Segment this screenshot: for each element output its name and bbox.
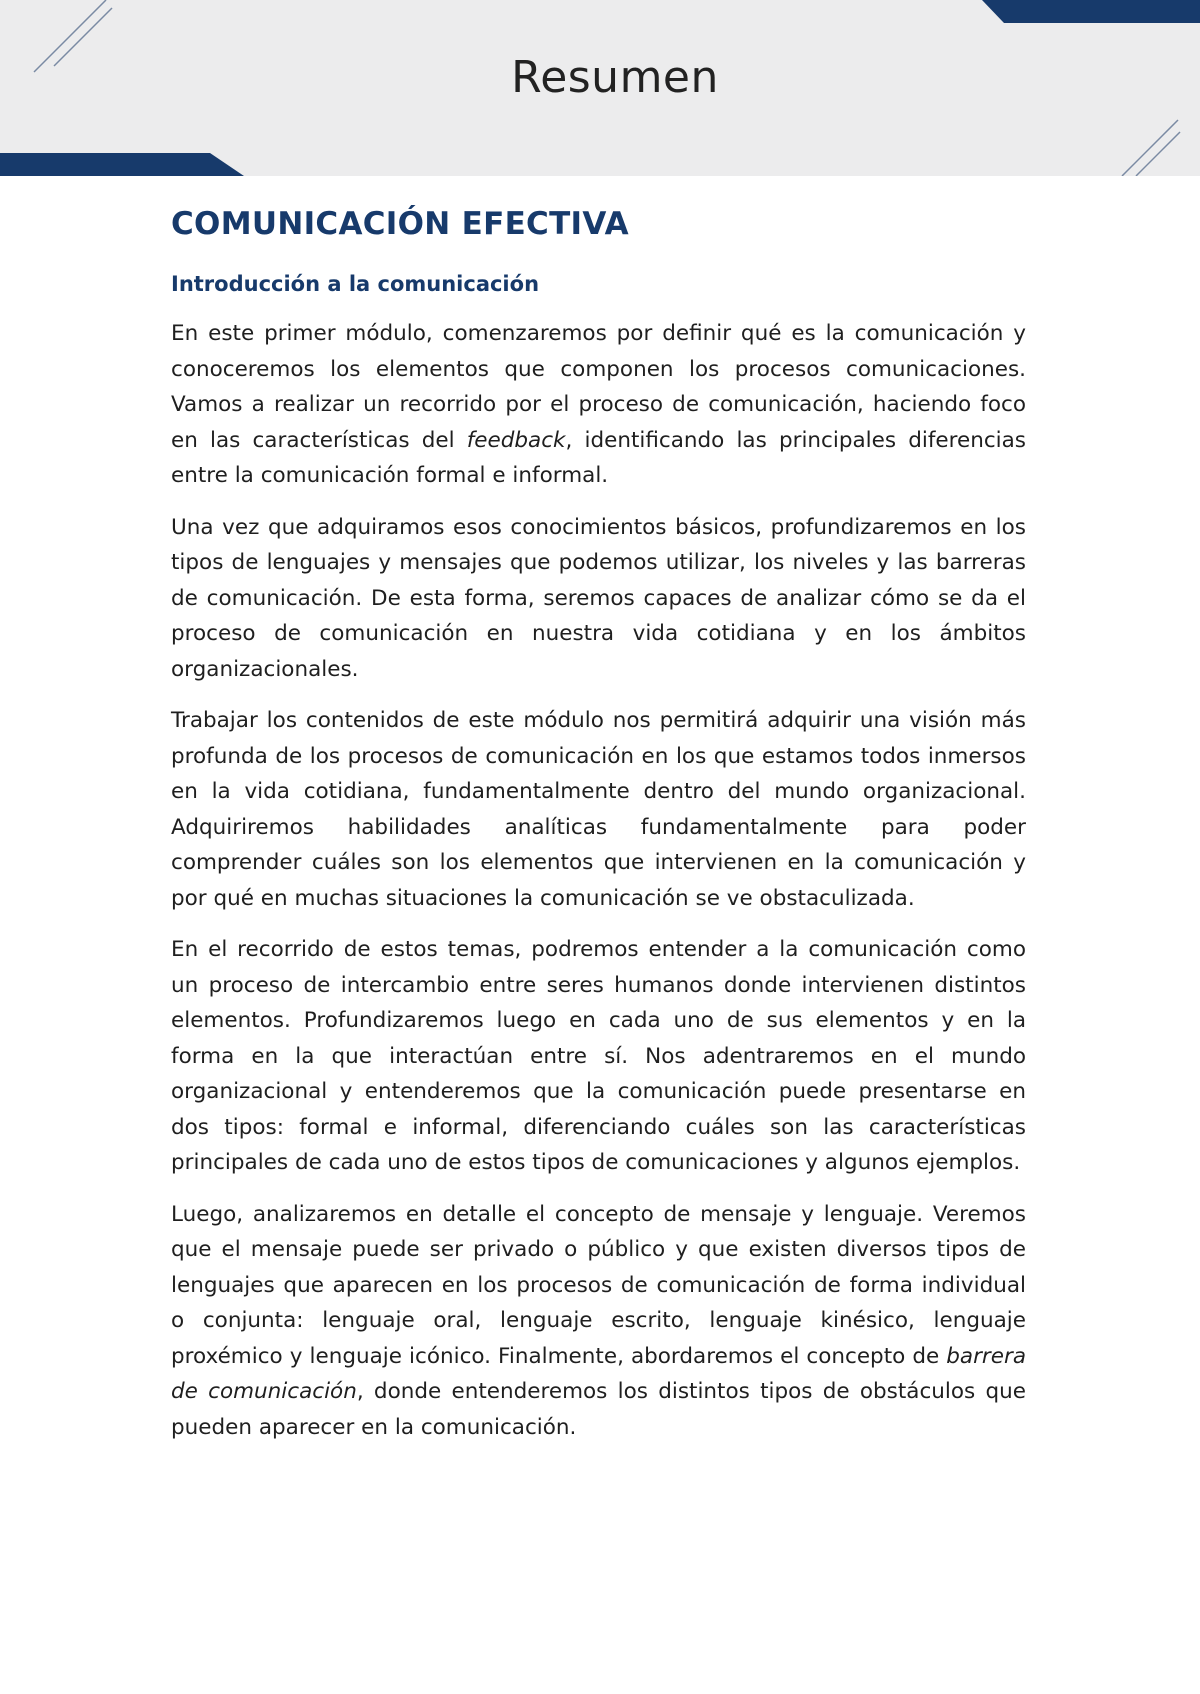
paragraph-4: En el recorrido de estos temas, podremos entender a la comunicación como un proceso de intercambio entre seres humanos donde intervienen distintos elementos. Profundizaremos luego en cada uno de sus elementos y en la forma en la que interactúan entre sí. Nos adentraremos en el mundo organizacional y entenderemos que la comunicación puede presentarse en dos tipos: formal e informal, diferenciando cuáles son las características principales de cada uno de estos tipos de comunicaciones y algunos ejemplos. (171, 937, 1026, 1175)
document-body (171, 206, 1026, 1461)
paragraph-1-text-a: En este primer módulo, comenzaremos por definir qué es la comunicación y conoceremos los elementos que componen los procesos comunicaciones. Vamos a realizar un recorrido por el proceso de comunicación, haciendo foco en las características del (171, 321, 1026, 453)
paragraph-5-text-b: , donde entenderemos los distintos tipos de obstáculos que pueden aparecer en la comunicación. (171, 1379, 1026, 1440)
paragraph-5-emphasis: barrera de comunicación (171, 1343, 1026, 1404)
page-title: Resumen (511, 52, 719, 103)
deco-line-bottom-right-2 (1136, 132, 1180, 176)
deco-tab-top-right (982, 0, 1200, 23)
paragraph-2: Una vez que adquiramos esos conocimientos básicos, profundizaremos en los tipos de lenguajes y mensajes que podemos utilizar, los niveles y las barreras de comunicación. De esta forma, seremos capaces de analizar cómo se da el proceso de comunicación en nuestra vida cotidiana y en los ámbitos organizacionales. (171, 514, 1026, 682)
paragraph-3: Trabajar los contenidos de este módulo nos permitirá adquirir una visión más profunda de los procesos de comunicación en los que estamos todos inmersos en la vida cotidiana, fundamentalmente dentro del mundo organizacional. Adquiriremos habilidades analíticas fundamentalmente para poder comprender cuáles son los elementos que intervienen en la comunicación y por qué en muchas situaciones la comunicación se ve obstaculizada. (171, 708, 1026, 911)
paragraph-5-text-a: Luego, analizaremos en detalle el concepto de mensaje y lenguaje. Veremos que el mensaje puede ser privado o público y que existen diversos tipos de lenguajes que aparecen en los procesos de comunicación de forma individual o conjunta: lenguaje oral, lenguaje escrito, lenguaje kinésico, lenguaje proxémico y lenguaje icónico. Finalmente, abordaremos el concepto de (171, 1201, 1026, 1369)
section-subheading: Introducción a la comunicación (171, 272, 540, 296)
deco-line-bottom-right-1 (1122, 120, 1178, 176)
paragraph-1-text-b: , identificando las principales diferencias entre la comunicación formal e informal. (171, 427, 1027, 488)
header-band (0, 0, 1200, 176)
deco-tab-bottom-left (0, 153, 244, 176)
paragraph-5 (171, 1197, 1026, 1446)
document-heading: COMUNICACIÓN EFECTIVA (171, 206, 629, 242)
paragraph-1 (171, 316, 1026, 494)
paragraph-1-emphasis: feedback (466, 427, 566, 453)
